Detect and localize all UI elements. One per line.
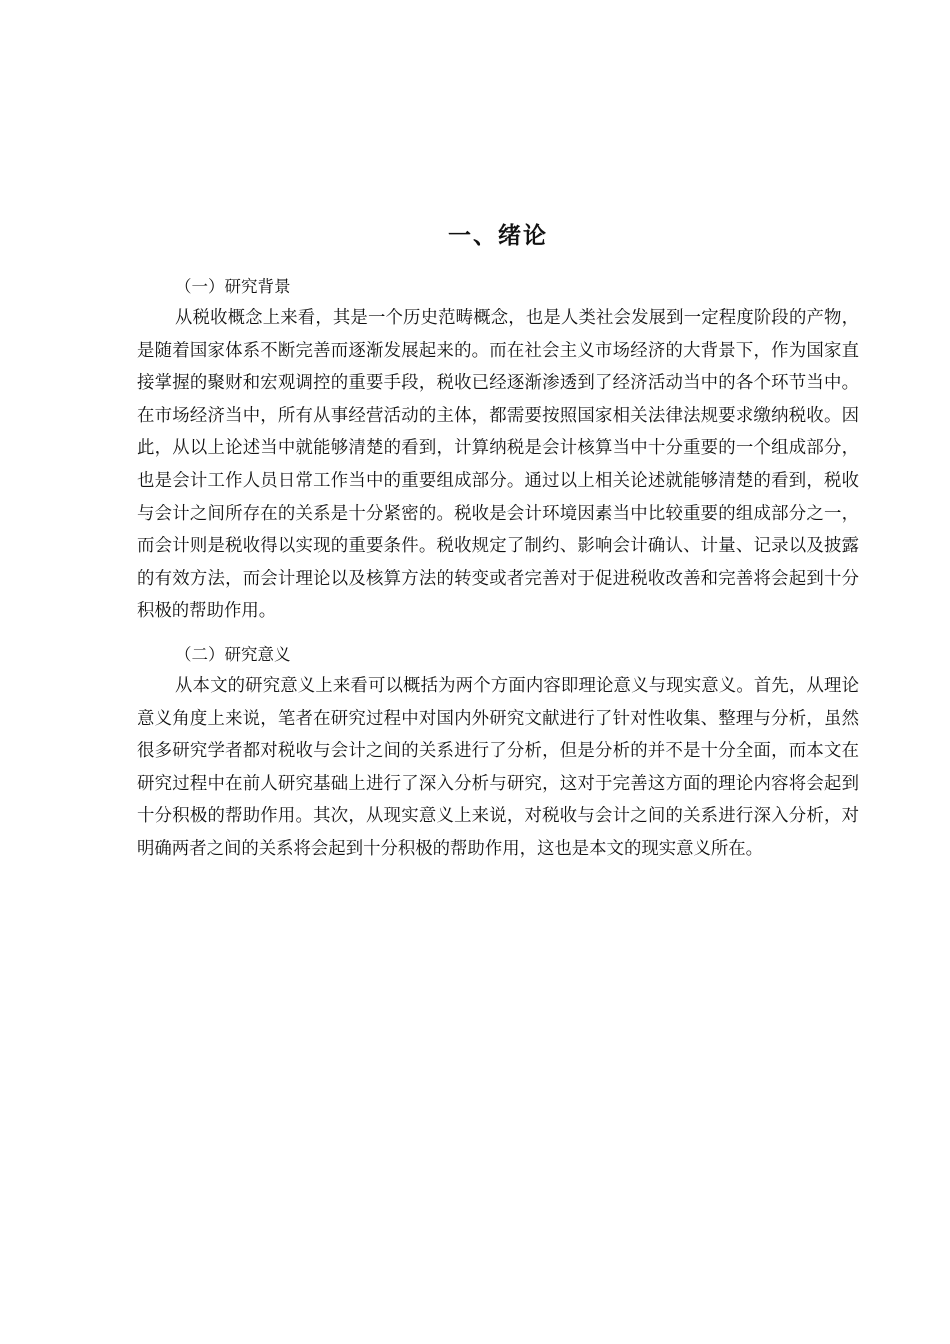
paragraph-background: 从税收概念上来看，其是一个历史范畴概念，也是人类社会发展到一定程度阶段的产物，是随着国家体系不断完善而逐渐发展起来的。而在社会主义市场经济的大背景下，作为国家直接掌握的聚财和宏观调控的重要手段，税收已经逐渐渗透到了经济活动当中的各个环节当中。在市场经济当中，所有从事经营活动的主体，都需要按照国家相关法律法规要求缴纳税收。因此，从以上论述当中就能够清楚的看到，计算纳税是会计核算当中十分重要的一个组成部分，也是会计工作人员日常工作当中的重要组成部分。通过以上相关论述就能够清楚的看到，税收与会计之间所存在的关系是十分紧密的。税收是会计环境因素当中比较重要的组成部分之一，而会计则是税收得以实现的重要条件。税收规定了制约、影响会计确认、计量、记录以及披露的有效方法，而会计理论以及核算方法的转变或者完善对于促进税收改善和完善将会起到十分积极的帮助作用。 [137,308,859,622]
section-research-background [137,272,859,628]
section-heading-background: （一）研究背景 [175,277,291,296]
paragraph-significance: 从本文的研究意义上来看可以概括为两个方面内容即理论意义与现实意义。首先，从理论意义角度上来说，笔者在研究过程中对国内外研究文献进行了针对性收集、整理与分析，虽然很多研究学者都对税收与会计之间的关系进行了分析，但是分析的并不是十分全面，而本文在研究过程中在前人研究基础上进行了深入分析与研究，这对于完善这方面的理论内容将会起到十分积极的帮助作用。其次，从现实意义上来说，对税收与会计之间的关系进行深入分析，对明确两者之间的关系将会起到十分积极的帮助作用，这也是本文的现实意义所在。 [137,675,859,859]
section-heading-significance: （二）研究意义 [175,644,291,664]
document-body [137,218,859,866]
chapter-title: 一、绪论 [448,223,548,249]
section-research-significance [137,640,859,866]
